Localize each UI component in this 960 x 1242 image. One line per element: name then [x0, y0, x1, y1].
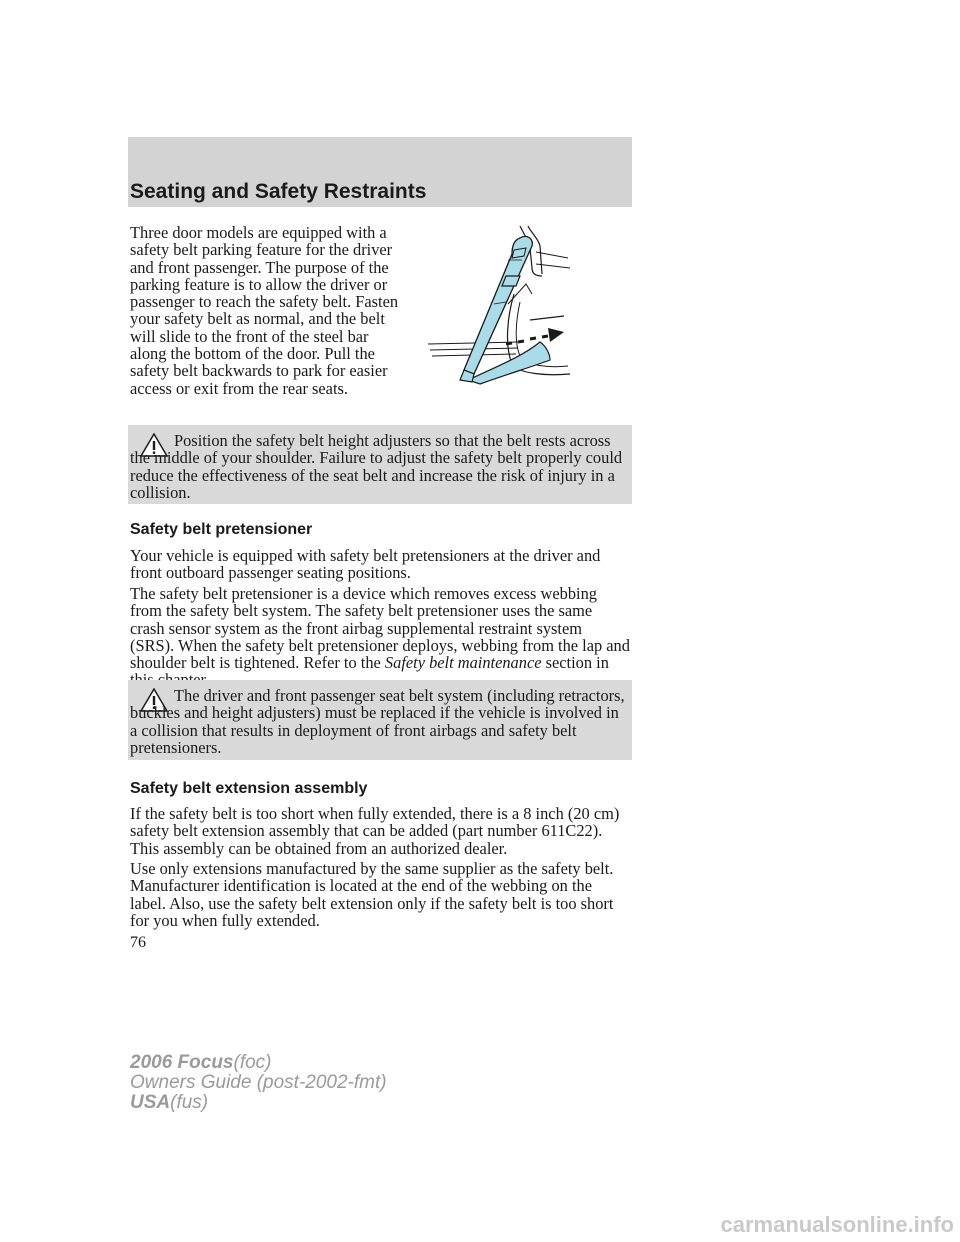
page-number: 76 [130, 934, 146, 951]
extension-paragraph-1: If the safety belt is too short when fully extended, there is a 8 inch (20 cm) safety belt extension assembly that can be added (part number 611C22). This assembly can be obtained from an authorized dealer. [130, 804, 620, 858]
warning-text: The driver and front passenger seat belt system (including retractors, buckles and height adjusters) must be replaced if the vehicle is involved in a collision that results in deployment of front airbags and safety belt pretensioners. [130, 686, 625, 757]
pretensioner-paragraph-2-end: section in [545, 653, 609, 673]
footer-market: USA [130, 1092, 171, 1113]
footer-model: 2006 Focus [130, 1052, 234, 1073]
watermark: carmanualsonline.info [720, 1212, 954, 1237]
safety-belt-maintenance-reference: Safety belt maintenance [384, 653, 542, 673]
section-title: Seating and Safety Restraints [130, 180, 427, 203]
pretensioner-paragraph-1: Your vehicle is equipped with safety belt pretensioners at the driver and front outboard passenger seating positions. [130, 546, 601, 583]
seatbelt-parking-illustration [408, 224, 578, 392]
footer-market-code: (fus) [170, 1092, 209, 1113]
pretensioner-paragraph-2-text: The safety belt pretensioner is a device which removes excess webbing from the safety belt system. The safety belt pretensioner uses the same crash sensor system as the front airbag supplemental restraint system (SRS). When the safety belt pretensioner deploys, webbing from the lap and shoulder belt is tightened. Refer to the [130, 584, 630, 673]
pretensioner-heading: Safety belt pretensioner [130, 521, 313, 538]
intro-paragraph: Three door models are equipped with a safety belt parking feature for the driver and front passenger. The purpose of the parking feature is to allow the driver or passenger to reach the safety belt. Fasten your safety belt as normal, and the belt will slide to the front of the steel bar along the bottom of the door. Pull the safety belt backwards to park for easier access or exit from the rear seats. [130, 223, 399, 398]
footer-line-3 [130, 1093, 387, 1113]
pretensioner-paragraph-2 [130, 585, 630, 689]
document-footer [130, 1053, 387, 1113]
footer-line-2: Owners Guide (post-2002-fmt) [130, 1072, 387, 1093]
extension-paragraph-2: Use only extensions manufactured by the same supplier as the safety belt. Manufacturer identification is located at the end of the webbing on the label. Also, use the safety belt extension only if the safety belt is too short for you when fully extended. [130, 859, 614, 930]
warning-box [128, 680, 632, 760]
warning-box [128, 425, 632, 504]
footer-line-1 [130, 1053, 387, 1073]
extension-heading: Safety belt extension assembly [130, 780, 368, 797]
footer-model-code: (foc) [233, 1052, 272, 1073]
warning-text: Position the safety belt height adjusters so that the belt rests across the middle of your shoulder. Failure to adjust the safety belt properly could reduce the effectiveness of the seat belt and increase the risk of injury in a collision. [130, 431, 623, 502]
